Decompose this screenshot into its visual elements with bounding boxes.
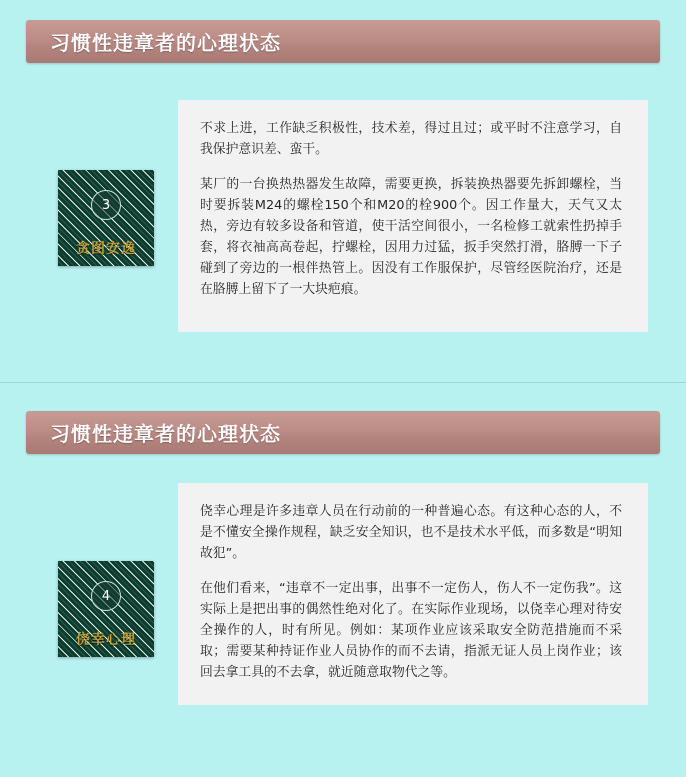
slide-1-title: 习惯性违章者的心理状态 [50, 33, 281, 55]
slide-1-title-bar [26, 20, 660, 63]
slide-2-text-panel [178, 483, 648, 705]
slide-2-badge [58, 561, 154, 657]
slide-1-badge-number: 3 [91, 190, 121, 220]
slide-1 [0, 0, 686, 383]
slide-1-text-panel [178, 100, 648, 332]
slide-1-badge-label: 贪图安逸 [76, 241, 136, 257]
slide-1-paragraph-1: 不求上进，工作缺乏积极性，技术差，得过且过；或平时不注意学习，自我保护意识差、蛮干。 [200, 121, 622, 157]
slide-2-badge-number: 4 [91, 581, 121, 611]
slide-2-title-bar [26, 411, 660, 454]
slide-2-paragraph-2: 在他们看来，“违章不一定出事，出事不一定伤人，伤人不一定伤我”。这实际上是把出事的偶然性绝对化了。在实际作业现场，以侥幸心理对待安全操作的人，时有所见。例如：某项作业应该采取安全防范措施而不采取；需要某种持证作业人员协作的而不去请，指派无证人员上岗作业；该回去拿工具的不去拿，就近随意取物代之等。 [200, 581, 622, 680]
slide-2 [0, 383, 686, 777]
slide-2-paragraph-1: 侥幸心理是许多违章人员在行动前的一种普遍心态。有这种心态的人，不是不懂安全操作规程，缺乏安全知识，也不是技术水平低，而多数是“明知故犯”。 [200, 504, 622, 561]
slide-1-badge [58, 170, 154, 266]
slide-1-paragraph-2: 某厂的一台换热热器发生故障，需要更换，拆装换热器要先拆卸螺栓，当时要拆装M24的螺栓150个和M20的栓900个。因工作量大，天气又太热，旁边有较多设备和管道，使干活空间很小，一名检修工就索性扔掉手套，将衣袖高高卷起，拧螺栓，因用力过猛，扳手突然打滑，胳膊一下子碰到了旁边的一根伴热管上。因没有工作服保护，尽管经医院治疗，还是在胳膊上留下了一大块疤痕。 [200, 177, 622, 297]
slide-2-title: 习惯性违章者的心理状态 [50, 424, 281, 446]
slide-2-badge-label: 侥幸心理 [76, 632, 136, 648]
